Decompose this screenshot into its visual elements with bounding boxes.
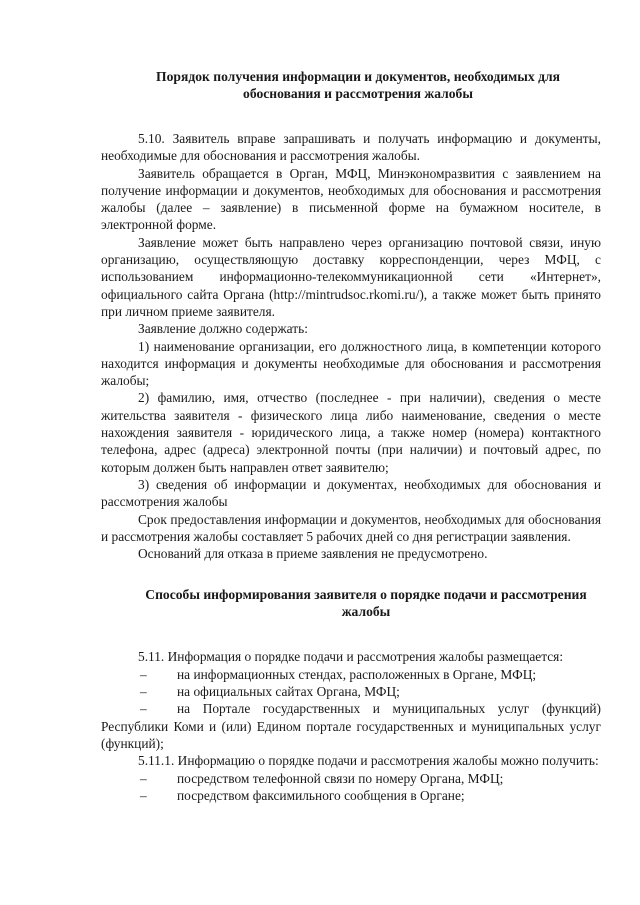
list-item [101,666,601,683]
list-item [101,770,601,787]
list-item-text: посредством факсимильного сообщения в Органе; [177,787,465,803]
list-item-text: на Портале государственных и муниципальных услуг (функций) Республики Коми и (или) Едином портале государственных и муниципальных услуг (функций); [101,701,601,751]
list-item-text: на официальных сайтах Органа, МФЦ; [177,684,400,700]
dash-bullet: – [140,684,147,700]
paragraph-submission-methods: Заявление может быть направлено через организацию почтовой связи, иную организацию, осуществляющую доставку корреспонденции, через МФЦ, с использованием информационно-телекоммуникационной сети «Интернет», официального сайта Органа (http://mintrudsoc.rkomi.ru/), а также может быть принято при личном приеме заявителя. [101,234,601,319]
spacer [101,620,601,648]
paragraph-applicant-request: Заявитель обращается в Орган, МФЦ, Минэкономразвития с заявлением на получение информации и документов, необходимых для обоснования и рассмотрения жалобы (далее – заявление) в письменной форме на бумажном носителе, в электронной форме. [101,165,601,233]
paragraph-5-11: 5.11. Информация о порядке подачи и рассмотрения жалобы размещается: [138,649,564,665]
list-item-text: на информационных стендах, расположенных в Органе, МФЦ; [177,666,537,682]
paragraph-5-11-1: 5.11.1. Информацию о порядке подачи и рассмотрения жалобы можно получить: [138,753,599,769]
section-title-informing-methods: Способы информирования заявителя о порядке подачи и рассмотрения жалобы [145,587,587,620]
dash-bullet: – [140,666,147,682]
list-item [101,787,601,804]
spacer [101,102,601,130]
paragraph-item-1: 1) наименование организации, его должностного лица, в компетенции которого находится информация и документы необходимые для обоснования и рассмотрения жалобы; [101,338,601,389]
dash-bullet: – [140,701,147,717]
list-item [101,700,601,752]
paragraph-deadline: Срок предоставления информации и документов, необходимых для обоснования и рассмотрения жалобы составляет 5 рабочих дней со дня регистрации заявления. [101,511,601,544]
list-item-text: посредством телефонной связи по номеру Органа, МФЦ; [177,770,504,786]
list-item [101,683,601,700]
paragraph-item-2: 2) фамилию, имя, отчество (последнее - при наличии), сведения о месте жительства заявителя - физического лица либо наименование, сведения о месте нахождения заявителя - юридического лица, а также номер (номера) контактного телефона, адрес (адреса) электронной почты (при наличии) и почтовый адрес, по которым должен быть направлен ответ заявителю; [101,390,601,475]
section-title-information-procedure: Порядок получения информации и документов, необходимых для обоснования и рассмотрения жалобы [156,69,560,101]
paragraph-must-contain: Заявление должно содержать: [138,321,308,337]
dash-bullet: – [140,787,147,803]
paragraph-item-3: 3) сведения об информации и документах, необходимых для обоснования и рассмотрения жалобы [101,476,601,510]
document-page [101,68,601,804]
paragraph-no-refusal: Оснований для отказа в приеме заявления не предусмотрено. [138,546,488,562]
paragraph-5-10: 5.10. Заявитель вправе запрашивать и получать информацию и документы, необходимые для обоснования и рассмотрения жалобы. [101,131,601,164]
dash-bullet: – [140,770,147,786]
spacer [101,562,601,586]
